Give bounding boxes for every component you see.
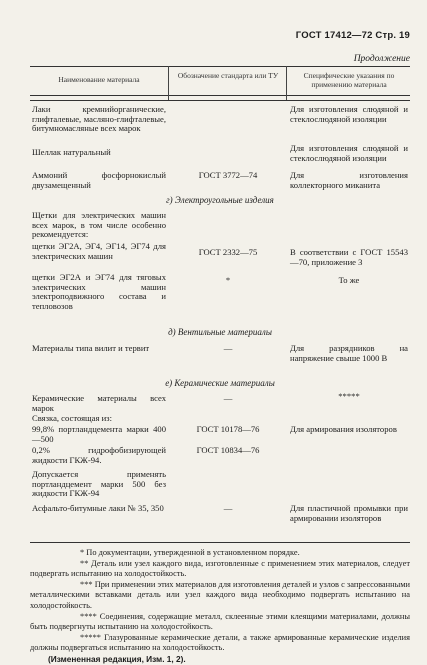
row-lacquers-name: Лаки кремнийорганические, глифталевые, масляно-глифталевые, битумномасляные всех марок — [32, 104, 166, 134]
col-header-name: Наименование материала — [58, 75, 140, 84]
col-header-notes: Специфические указания по применению материала — [303, 71, 395, 89]
row-gkzh-std: ГОСТ 10834—76 — [196, 445, 260, 455]
row-brushes-eg-name: щетки ЭГ2А, ЭГ4, ЭГ14, ЭГ74 для электрических машин — [32, 241, 166, 261]
section-e-title: е) Керамические материалы — [165, 378, 275, 388]
amendment-note: (Измененная редакция, Изм. 1, 2). — [48, 653, 186, 664]
row-ammonium-note: Для изготовления коллекторного миканита — [290, 170, 408, 190]
row-brushes-traction-name: щетки ЭГ2А и ЭГ74 для тяговых электрических машин электроподвижного состава и тепловозов — [32, 272, 166, 311]
footnote-2: ** Деталь или узел каждого вида, изготовленные с применением этих материалов, следует подвергать испытанию на холодостойкость. — [30, 558, 410, 579]
col-divider-1 — [168, 66, 169, 100]
row-ceramics-note: ***** — [338, 391, 360, 401]
section-g-title: г) Электроугольные изделия — [166, 195, 274, 205]
row-portland-name: Допускается применять портландцемент марки 500 без жидкости ГКЖ-94 — [32, 469, 166, 499]
row-cement-std: ГОСТ 10178—76 — [196, 424, 260, 434]
row-brushes-name: Щетки для электрических машин всех марок, в том числе особенно рекомендуется: — [32, 210, 166, 240]
row-asphalt-std: — — [223, 503, 233, 513]
row-brushes-traction-note: То же — [338, 275, 360, 285]
row-cement-name: 99,8% портландцемента марки 400—500 — [32, 424, 166, 444]
footnotes-block — [30, 548, 410, 665]
row-ammonium-name: Аммоний фосфорнокислый двузамещенный — [32, 170, 166, 190]
row-ammonium-std: ГОСТ 3772—74 — [198, 170, 258, 180]
row-shellac-name: Шеллак натуральный — [32, 147, 111, 157]
col-header-standard: Обозначение стандарта или ТУ — [177, 71, 279, 80]
row-vilit-note: Для разрядников на напряжение свыше 1000 В — [290, 343, 408, 363]
row-binder-name: Связка, состоящая из: — [32, 413, 112, 423]
page-header: ГОСТ 17412—72 Стр. 19 — [295, 30, 410, 41]
row-vilit-name: Материалы типа вилит и тервит — [32, 343, 150, 353]
table-top-rule — [30, 66, 410, 67]
footnote-1: * По документации, утвержденной в установленном порядке. — [80, 548, 300, 557]
table-header-rule-2 — [30, 100, 410, 101]
row-asphalt-note: Для пластичной промывки при армировании изоляторов — [290, 503, 408, 523]
section-d-title: д) Вентильные материалы — [168, 327, 272, 337]
col-divider-2 — [286, 66, 287, 100]
row-brushes-eg-std: ГОСТ 2332—75 — [198, 247, 258, 257]
row-ceramics-std: — — [223, 393, 233, 403]
footnote-4: **** Соединения, содержащие металл, склеенные этими клеящими материалами, должны быть подвергнуты испытанию на холодостойкость. — [30, 611, 410, 632]
footnote-5: ***** Глазурованные керамические детали, а также армированные керамические изделия должны подвергаться испытанию на холодостойкость. — [30, 632, 410, 653]
table-bottom-rule — [30, 542, 410, 543]
footnote-3: *** При применении этих материалов для изготовления деталей и узлов с запрессованными металлическими вставками деталь или узел каждого вида необходимо подвергать испытанию на холодостойкость. — [30, 579, 410, 610]
row-lacquers-note: Для изготовления слюдяной и стеклослюдяной изоляции — [290, 104, 408, 124]
row-brushes-eg-note: В соответствии с ГОСТ 15543—70, приложение 3 — [290, 247, 408, 267]
row-cement-note: Для армирования изоляторов — [290, 424, 397, 434]
continuation-label: Продолжение — [353, 54, 410, 64]
row-brushes-traction-std: * — [225, 275, 231, 285]
row-vilit-std: — — [223, 343, 233, 353]
row-shellac-note: Для изготовления слюдяной и стеклослюдяной изоляции — [290, 143, 408, 163]
row-ceramics-name: Керамические материалы всех марок — [32, 393, 166, 413]
table-header-rule — [30, 95, 410, 96]
row-gkzh-name: 0,2% гидрофобизирующей жидкости ГКЖ-94. — [32, 445, 166, 465]
row-asphalt-name: Асфальто-битумные лаки № 35, 350 — [32, 503, 164, 513]
